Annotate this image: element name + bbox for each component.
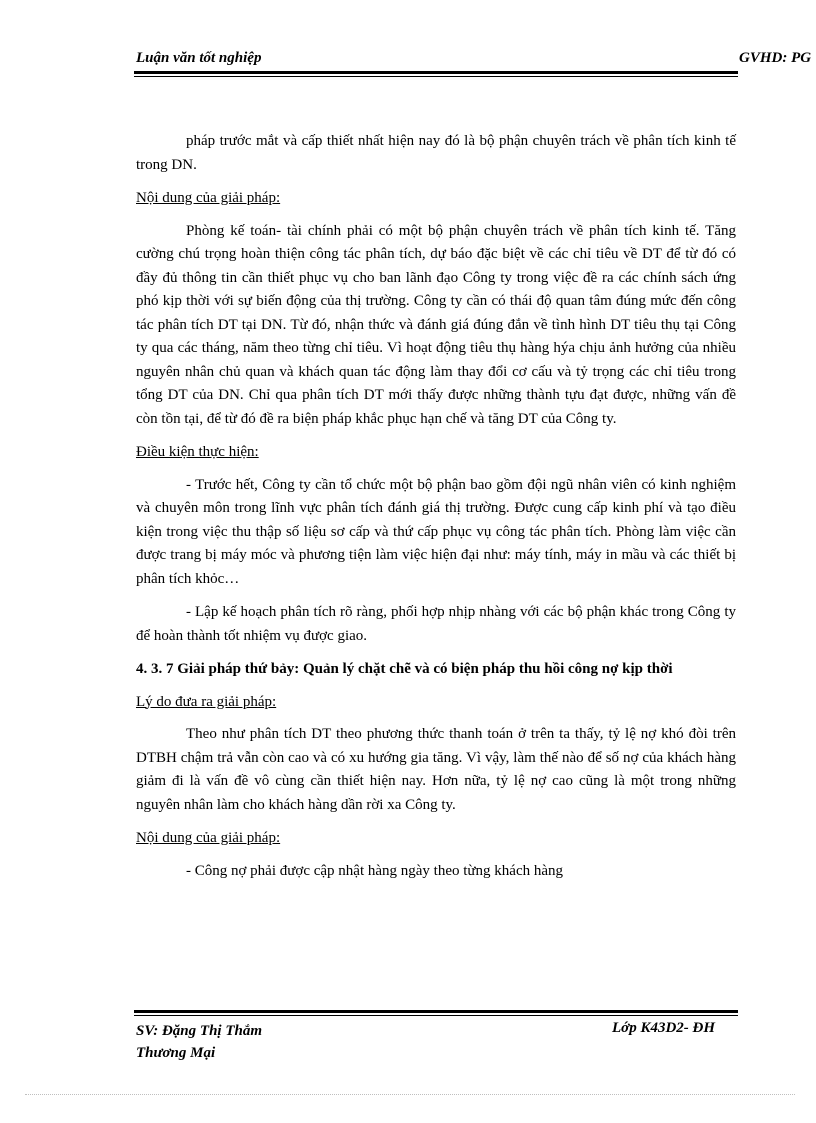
paragraph-reason: Theo như phân tích DT theo phương thức thanh toán ở trên ta thấy, tỷ lệ nợ khó đòi trên DTBH chậm trả vẫn còn cao và có xu hướng gia tăng. Vì vậy, làm thế nào để số nợ của khách hàng giảm đi là vấn đề vô cùng cần thiết hiện nay. Hơn nữa, tỷ lệ nợ cao cũng là một trong những nguyên nhân làm cho khách hàng dần rời xa Công ty. [136,726,736,813]
paragraph-intro: pháp trước mắt và cấp thiết nhất hiện nay đó là bộ phận chuyên trách về phân tích kinh tế trong DN. [136,133,736,173]
paragraph-condition-1: - Trước hết, Công ty cần tổ chức một bộ phận bao gồm đội ngũ nhân viên có kinh nghiệm và chuyên môn trong lĩnh vực phân tích đánh giá thị trường. Được cung cấp kinh phí và tạo điều kiện trong việc thu thập số liệu sơ cấp và thứ cấp phục vụ công tác phân tích. Phòng làm việc cần được trang bị máy móc và phương tiện làm việc hiện đại như: máy tính, máy in mầu và các thiết bị phân tích khỏc… [136,476,736,587]
label-solution-content-2: Nội dung của giải pháp: [136,830,281,846]
page-bottom-dotted-border [25,1094,795,1095]
label-solution-content: Nội dung của giải pháp: [136,190,281,206]
label-reason: Lý do đưa ra giải pháp: [136,693,277,710]
footer-rule-thick [134,1010,738,1013]
header-rule-thick [134,71,738,74]
footer-student [136,1020,262,1064]
document-body [136,130,736,893]
paragraph-condition-2: - Lập kế hoạch phân tích rõ ràng, phối hợp nhịp nhàng với các bộ phận khác trong Công ty để hoàn thành tốt nhiệm vụ được giao. [136,604,736,644]
footer-student-name: SV: Đặng Thị Thắm [136,1023,262,1039]
footer-rule-thin [134,1015,738,1016]
paragraph-debt-update: - Công nợ phải được cập nhật hàng ngày theo từng khách hàng [186,862,564,879]
header-right-advisor: GVHD: PG [739,50,812,66]
header-rule-thin [134,76,738,77]
label-conditions: Điều kiện thực hiện: [136,444,259,460]
footer-class: Lớp K43D2- ĐH [612,1020,716,1036]
header-left-title: Luận văn tốt nghiệp [136,50,262,66]
paragraph-solution-content: Phòng kế toán- tài chính phải có một bộ phận chuyên trách về phân tích kinh tế. Tăng cường chú trọng hoàn thiện công tác phân tích, dự báo đặc biệt về các chỉ tiêu về DT để từ đó có đầy đủ thông tin cần thiết phục vụ cho ban lãnh đạo Công ty trong việc đề ra các chính sách ứng phó kịp thời với sự biến động của thị trường. Công ty cần có thái độ quan tâm đúng mức đến công tác phân tích DT tại DN. Từ đó, nhận thức và đánh giá đúng đắn về tình hình DT tiêu thụ tại Công ty qua các tháng, năm theo từng chỉ tiêu. Vì hoạt động tiêu thụ hàng hýa chịu ảnh hưởng của nhiều nguyên nhân chủ quan và khách quan tác động làm thay đổi cơ cấu và tỷ trọng các chỉ tiêu trong tổng DT của DN. Chỉ qua phân tích DT mới thấy được những thành tựu đạt được, những vấn đề còn tồn tại, để từ đó đề ra biện pháp khắc phục hạn chế và tăng DT của Công ty. [136,222,736,427]
footer-school: Thương Mại [136,1045,216,1061]
section-heading-4-3-7: 4. 3. 7 Giải pháp thứ bảy: Quản lý chặt chẽ và có biện pháp thu hồi công nợ kịp thời [136,661,673,677]
